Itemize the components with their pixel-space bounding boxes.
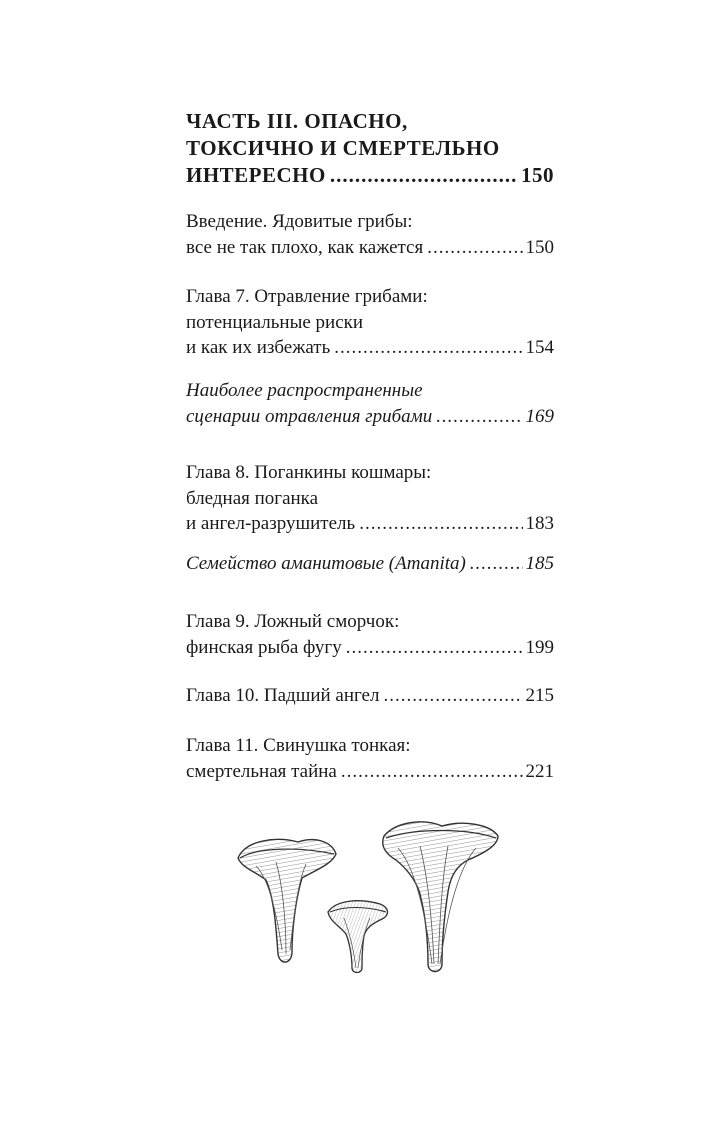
tall-mushroom-icon [383,822,498,972]
left-mushroom-icon [238,839,336,962]
toc-line: Введение. Ядовитые грибы: [186,211,413,232]
page-number: 150 [525,236,554,258]
page-number: 183 [525,513,554,534]
toc-line: ЧАСТЬ III. ОПАСНО, [186,109,408,133]
page-number: 154 [525,337,554,358]
toc-line: ТОКСИЧНО И СМЕРТЕЛЬНО [186,136,500,160]
dot-leader [330,162,518,189]
chanterelle-mushrooms-illustration [236,818,506,978]
toc-entry-intro[interactable] [186,209,554,260]
dot-leader [427,235,522,261]
toc-title-end: финская рыба фугу [186,636,342,658]
page-number: 221 [525,760,554,782]
toc-title-end: смертельная тайна [186,760,337,782]
toc-title-end: сценарии отравления грибами [186,405,433,427]
dot-leader [346,635,523,661]
toc-entry-chapter-11[interactable] [186,733,554,784]
toc-title-end: ИНТЕРЕСНО [186,163,326,187]
toc-title-end: Глава 10. Падший ангел [186,685,380,706]
toc-line: Наиболее распространенные [186,380,423,401]
dot-leader [341,759,523,785]
toc-line: потенциальные риски [186,311,364,333]
toc-entry-chapter-10[interactable] [186,683,554,709]
page-number: 169 [525,405,554,427]
dot-leader [334,335,522,361]
toc-entry-amanita[interactable] [186,551,554,577]
toc-line: Глава 9. Ложный сморчок: [186,611,400,632]
page-number: 150 [521,163,554,187]
toc-entry-chapter-8[interactable] [186,460,554,537]
dot-leader [470,551,523,577]
page-number: 199 [525,636,554,658]
toc-line: Глава 8. Поганкины кошмары: [186,462,432,483]
toc-title-end: и ангел-разрушитель [186,513,356,534]
dot-leader [359,511,522,537]
toc-title-end: и как их избежать [186,337,331,358]
toc-title-end: все не так плохо, как кажется [186,236,424,258]
toc-line: Глава 7. Отравление грибами: [186,286,428,307]
page-number: 185 [525,553,554,574]
dot-leader [383,683,522,709]
dot-leader [436,404,522,430]
toc-title-end: Семейство аманитовые (Amanita) [186,553,466,574]
page-number: 215 [525,685,554,706]
toc-entry-chapter-9[interactable] [186,609,554,660]
toc-line: бледная поганка [186,487,319,509]
toc-entry-chapter-7[interactable] [186,284,554,361]
toc-entry-poisoning-scenarios[interactable] [186,378,554,429]
toc-part-3[interactable] [186,108,554,189]
small-mushroom-icon [328,901,388,973]
toc-line: Глава 11. Свинушка тонкая: [186,735,411,756]
